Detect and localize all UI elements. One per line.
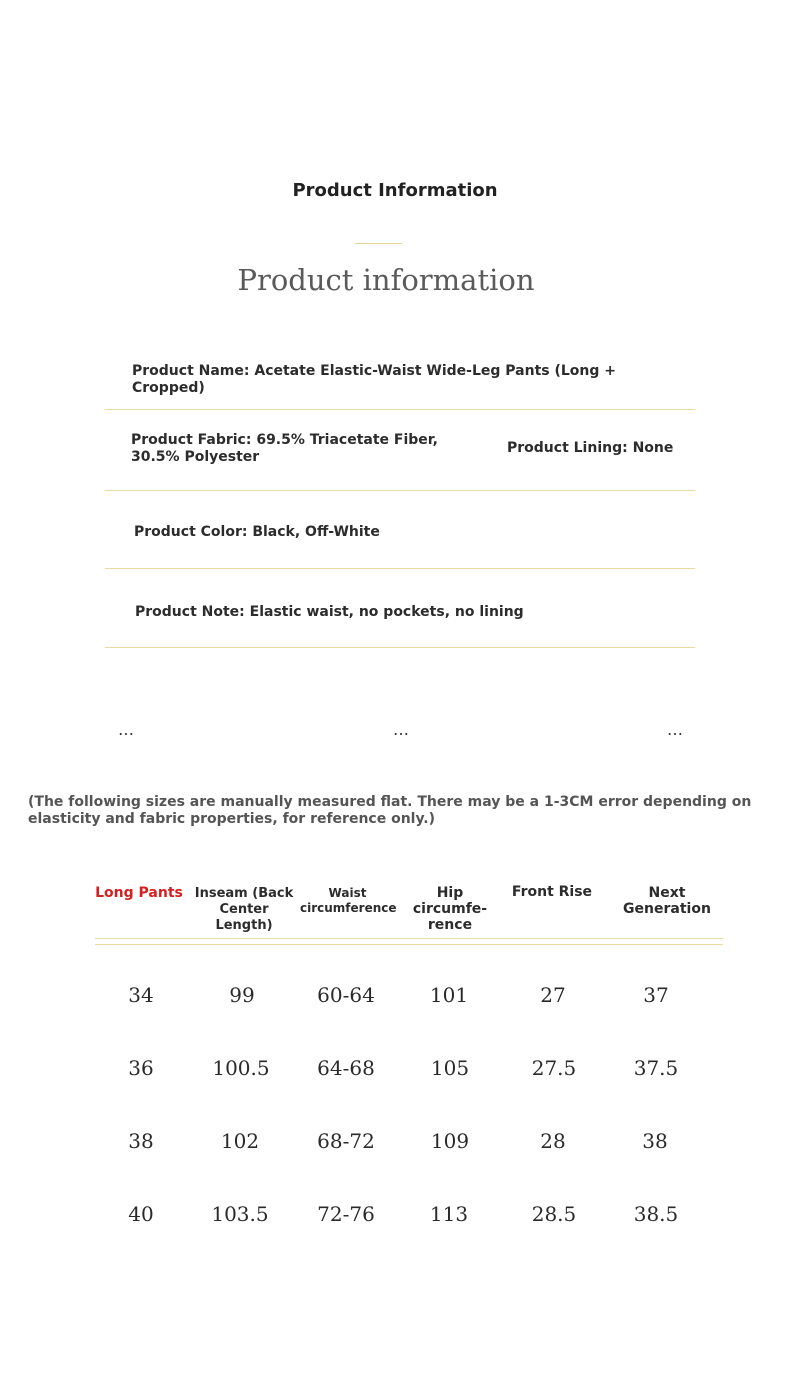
table-cell: 102: [220, 1129, 260, 1153]
page-title: Product Information: [292, 180, 498, 201]
table-cell: 28.5: [531, 1202, 577, 1226]
table-cell: 103.5: [211, 1202, 269, 1226]
product-note: Product Note: Elastic waist, no pockets, no lining: [135, 604, 524, 620]
product-color: Product Color: Black, Off-White: [134, 524, 380, 540]
table-cell: 34: [128, 983, 154, 1007]
ellipsis-marker: …: [667, 720, 683, 739]
size-measurement-note: (The following sizes are manually measured flat. There may be a 1-3CM error depending on elasticity and fabric properties, for reference only.): [28, 794, 752, 827]
table-cell: 38: [642, 1129, 668, 1153]
table-cell: 68-72: [317, 1129, 375, 1153]
table-cell: 27: [540, 983, 566, 1007]
info-divider: [105, 409, 695, 410]
table-cell: 105: [430, 1056, 470, 1080]
table-header-front-rise: Front Rise: [511, 884, 593, 900]
table-cell: 60-64: [317, 983, 375, 1007]
table-header-divider: [95, 944, 723, 945]
info-divider: [105, 568, 695, 569]
table-cell: 37: [643, 983, 669, 1007]
table-header-next-generation: Next Generation: [623, 885, 711, 917]
table-cell: 27.5: [531, 1056, 577, 1080]
table-cell: 113: [429, 1202, 469, 1226]
product-fabric: Product Fabric: 69.5% Triacetate Fiber, 30.5% Polyester: [131, 432, 438, 465]
table-cell: 40: [128, 1202, 154, 1226]
product-name: Product Name: Acetate Elastic-Waist Wide-Leg Pants (Long + Cropped): [132, 363, 616, 396]
ellipsis-marker: …: [118, 720, 134, 739]
table-cell: 37.5: [633, 1056, 679, 1080]
info-divider: [105, 490, 695, 491]
table-cell: 109: [430, 1129, 470, 1153]
table-cell: 64-68: [317, 1056, 375, 1080]
table-cell: 99: [229, 983, 255, 1007]
page-subtitle: Product information: [237, 263, 535, 297]
table-cell: 38: [128, 1129, 154, 1153]
table-cell: 100.5: [212, 1056, 270, 1080]
table-cell: 72-76: [317, 1202, 375, 1226]
table-cell: 101: [429, 983, 469, 1007]
table-cell: 36: [128, 1056, 154, 1080]
table-header-long-pants: Long Pants: [95, 885, 183, 901]
ellipsis-marker: …: [393, 720, 409, 739]
table-header-hip: Hip circumfe- rence: [412, 885, 488, 933]
table-cell: 28: [540, 1129, 566, 1153]
table-cell: 38.5: [633, 1202, 679, 1226]
table-header-waist: Waist circumference: [300, 886, 397, 915]
table-header-inseam: Inseam (Back Center Length): [194, 886, 294, 933]
title-divider: [355, 243, 402, 244]
product-lining: Product Lining: None: [507, 440, 674, 456]
table-header-divider: [95, 938, 723, 939]
info-divider: [105, 647, 695, 648]
